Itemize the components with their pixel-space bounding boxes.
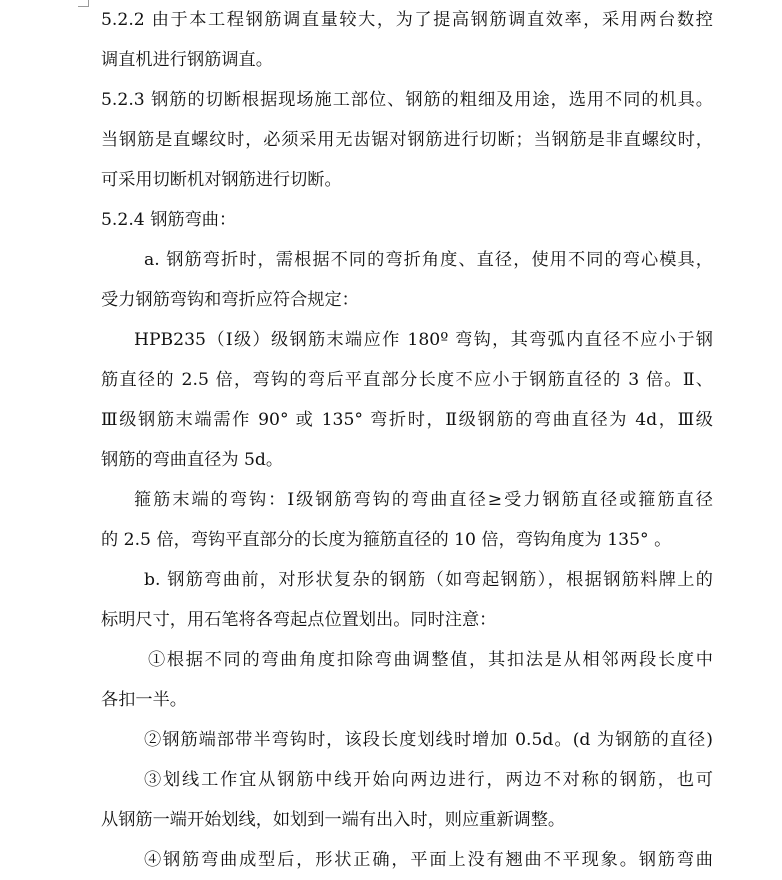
paragraph-note-1: [101, 640, 713, 720]
text-line: 各扣一半。: [101, 690, 187, 710]
text-line: 的 2.5 倍，弯钩平直部分的长度为箍筋直径的 10 倍，弯钩角度为 135° 。: [101, 530, 672, 550]
section-heading: 5.2.4 钢筋弯曲：: [101, 210, 237, 230]
text-line: 调直机进行钢筋调直。: [101, 50, 273, 70]
text-line: 箍筋末端的弯钩：Ⅰ级钢筋弯钩的弯曲直径≥受力钢筋直径或箍筋直径: [134, 490, 713, 510]
paragraph-b-before-bending: [101, 560, 713, 640]
text-line: 标明尺寸，用石笔将各弯起点位置划出。同时注意：: [101, 610, 497, 630]
paragraph-5-2-4-heading: [101, 200, 713, 240]
paragraph-note-3: [101, 760, 713, 840]
paragraph-5-2-3: [101, 80, 713, 200]
text-line: ②钢筋端部带半弯钩时，该段长度划线时增加 0.5d。(d 为钢筋的直径): [144, 730, 713, 750]
paragraph-5-2-2: [101, 0, 713, 80]
text-line: b. 钢筋弯曲前，对形状复杂的钢筋（如弯起钢筋），根据钢筋料牌上的: [144, 570, 713, 590]
text-line: 钢筋的弯曲直径为 5d。: [101, 450, 284, 470]
text-line: 受力钢筋弯钩和弯折应符合规定：: [101, 290, 359, 310]
text-line: ④钢筋弯曲成型后，形状正确，平面上没有翘曲不平现象。钢筋弯曲: [144, 850, 713, 870]
paragraph-stirrup-hook: [101, 480, 713, 560]
paragraph-a-bending: [101, 240, 713, 320]
text-line: HPB235（Ⅰ级）级钢筋末端应作 180º 弯钩，其弯弧内直径不应小于钢: [134, 330, 713, 350]
paragraph-note-4: [101, 840, 713, 880]
text-line: ①根据不同的弯曲角度扣除弯曲调整值，其扣法是从相邻两段长度中: [148, 650, 713, 670]
text-line: 5.2.2 由于本工程钢筋调直量较大，为了提高钢筋调直效率，采用两台数控: [101, 10, 713, 30]
text-line: 可采用切断机对钢筋进行切断。: [101, 170, 342, 190]
text-line: a. 钢筋弯折时，需根据不同的弯折角度、直径，使用不同的弯心模具，: [144, 250, 713, 270]
document-page: [101, 0, 713, 880]
text-line: ③划线工作宜从钢筋中线开始向两边进行，两边不对称的钢筋，也可: [144, 770, 713, 790]
text-line: 从钢筋一端开始划线，如划到一端有出入时，则应重新调整。: [101, 810, 566, 830]
paragraph-hpb235: [101, 320, 713, 480]
paragraph-note-2: [101, 720, 713, 760]
text-line: 5.2.3 钢筋的切断根据现场施工部位、钢筋的粗细及用途，选用不同的机具。: [101, 90, 713, 110]
text-line: 筋直径的 2.5 倍，弯钩的弯后平直部分长度不应小于钢筋直径的 3 倍。Ⅱ、: [101, 370, 713, 390]
text-line: Ⅲ级钢筋末端需作 90° 或 135° 弯折时，Ⅱ级钢筋的弯曲直径为 4d，Ⅲ级: [101, 410, 713, 430]
text-line: 当钢筋是直螺纹时，必须采用无齿锯对钢筋进行切断；当钢筋是非直螺纹时，: [101, 130, 713, 150]
page-corner-mark: [78, 0, 89, 7]
